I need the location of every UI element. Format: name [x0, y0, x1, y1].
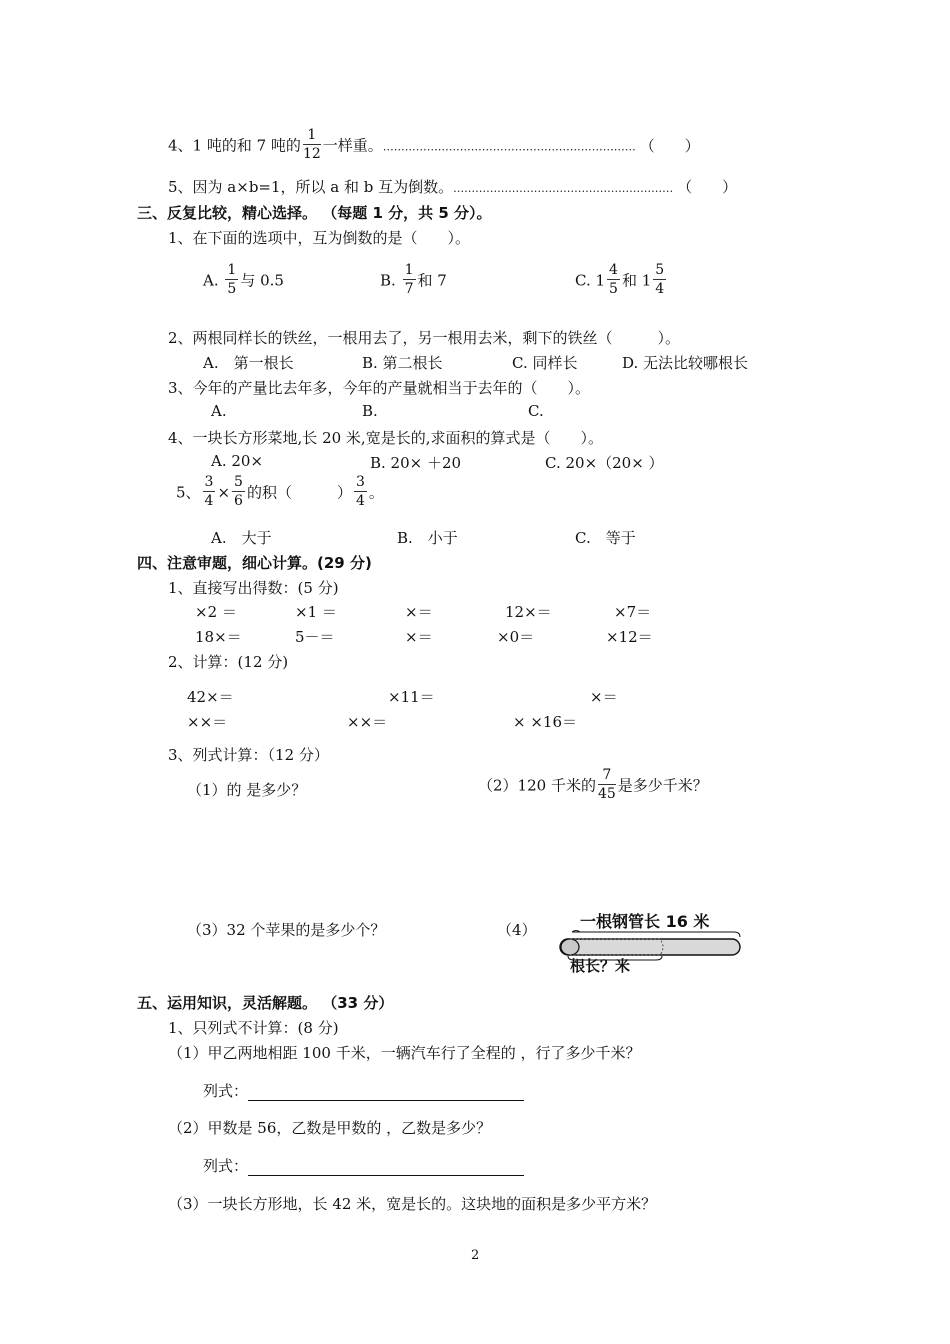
calc-item: 12×＝: [505, 603, 552, 621]
leader-dots: ……………………………………………………: [453, 182, 674, 195]
answer-line[interactable]: [248, 1161, 524, 1176]
s4-q3-part4: （4）: [497, 921, 537, 939]
calc-item: ××＝: [347, 713, 388, 731]
brace-top: [572, 932, 740, 937]
s3-q2-option-a[interactable]: A. 第一根长: [203, 354, 294, 372]
s3-q4-option-c[interactable]: C. 20×（20× ）: [545, 454, 664, 472]
tf-question-5: 5、因为 a×b=1，所以 a 和 b 互为倒数。…………………………………………………… （ ）: [168, 178, 738, 196]
s3-q1-option-b[interactable]: B. $\frac{1}{7}$ 和 7: [380, 262, 447, 297]
calc-item: 18×＝: [195, 628, 242, 646]
s3-q2-option-b[interactable]: B. 第二根长: [362, 354, 443, 372]
calc-item: ×1 ＝: [295, 603, 337, 621]
pipe-length-label: 一根钢管长 16 米: [580, 912, 710, 931]
s3-question-3: 3、今年的产量比去年多，今年的产量就相当于去年的（ ）。: [168, 379, 591, 397]
s3-q2-option-d[interactable]: D. 无法比较哪根长: [622, 354, 749, 372]
page-number: 2: [471, 1248, 480, 1263]
s4-q1-title: 1、直接写出得数：(5 分): [168, 579, 339, 597]
section-3-heading: 三、反复比较，精心选择。 （每题 1 分，共 5 分）。: [137, 204, 492, 222]
s3-question-5: 5、 $\frac{3}{4}$ × $\frac{5}{6}$ 的积（ ） $\frac{3}{4}$ 。: [176, 474, 384, 509]
answer-line[interactable]: [248, 1086, 524, 1101]
s5-q1-title: 1、只列式不计算：(8 分): [168, 1019, 339, 1037]
pipe-part-label: 根长？米: [570, 957, 631, 975]
formula-row-2: 列式：: [203, 1155, 524, 1176]
s3-q5-option-b[interactable]: B. 小于: [397, 529, 458, 547]
s4-q3-title: 3、列式计算：（12 分）: [168, 746, 329, 764]
s3-q3-option-b[interactable]: B.: [362, 402, 378, 420]
fraction: $\frac{1}{7}$: [404, 262, 414, 297]
s3-q2-option-c[interactable]: C. 同样长: [512, 354, 578, 372]
calc-item: ××＝: [187, 713, 228, 731]
fraction: $\frac{7}{45}$: [597, 767, 616, 802]
calc-item: ×12＝: [606, 628, 653, 646]
calc-item: 5－＝: [295, 628, 335, 646]
s4-q2-title: 2、计算：(12 分): [168, 653, 289, 671]
s3-q1-option-a[interactable]: A. $\frac{1}{5}$ 与 0.5: [203, 262, 284, 297]
tf-q4-text: 4、1 吨的和 7 吨的: [168, 136, 301, 155]
s3-q4-option-a[interactable]: A. 20×: [211, 452, 264, 470]
calc-item: 42×＝: [187, 688, 234, 706]
calc-item: ×0＝: [497, 628, 535, 646]
s3-question-4: 4、一块长方形菜地,长 20 米,宽是长的,求面积的算式是（ ）。: [168, 429, 603, 447]
calc-item: ×＝: [405, 628, 433, 646]
calc-item: × ×16＝: [513, 713, 577, 731]
pipe-body: [560, 939, 740, 955]
fraction: $\frac{5}{6}$: [234, 474, 243, 509]
s3-q3-option-a[interactable]: A.: [211, 402, 227, 420]
calc-item: ×2 ＝: [195, 603, 237, 621]
s3-question-2: 2、两根同样长的铁丝，一根用去了，另一根用去米，剩下的铁丝（ ）。: [168, 329, 681, 347]
s5-q1-part2: （2）甲数是 56，乙数是甲数的 ，乙数是多少？: [168, 1119, 492, 1137]
s3-question-1: 1、在下面的选项中，互为倒数的是（ ）。: [168, 229, 471, 247]
fraction: $\frac{1}{12}$: [302, 127, 321, 162]
leader-dots: ……………………………………………………………: [382, 140, 636, 154]
calc-item: ×11＝: [388, 688, 435, 706]
s3-q4-option-b[interactable]: B. 20× ＋20: [370, 454, 462, 472]
s5-q1-part3: （3）一块长方形地，长 42 米，宽是长的。这块地的面积是多少平方米？: [168, 1195, 657, 1213]
answer-paren[interactable]: （ ）: [639, 136, 700, 155]
s3-q5-option-a[interactable]: A. 大于: [211, 529, 272, 547]
answer-paren[interactable]: （ ）: [677, 178, 738, 196]
pipe-end: [561, 939, 579, 955]
section-4-heading: 四、注意审题，细心计算。(29 分): [137, 554, 372, 572]
fraction: $\frac{3}{4}$: [355, 474, 365, 509]
fraction: $\frac{4}{5}$: [609, 262, 618, 297]
s5-q1-part1: （1）甲乙两地相距 100 千米，一辆汽车行了全程的 ，行了多少千米？: [168, 1044, 641, 1062]
calc-item: ×＝: [590, 688, 618, 706]
calc-item: ×7＝: [614, 603, 652, 621]
fraction: $\frac{1}{5}$: [227, 262, 237, 297]
s3-q3-option-c[interactable]: C.: [528, 402, 544, 420]
calc-item: ×＝: [405, 603, 433, 621]
fraction: $\frac{5}{4}$: [655, 262, 665, 297]
fraction: $\frac{3}{4}$: [204, 474, 214, 509]
formula-row-1: 列式：: [203, 1080, 524, 1101]
s3-q1-option-c[interactable]: C. 1 $\frac{4}{5}$ 和 1 $\frac{5}{4}$: [575, 262, 665, 297]
s4-q3-part2: （2）120 千米的 $\frac{7}{45}$ 是多少千米？: [478, 767, 708, 802]
s4-q3-part1: （1）的 是多少？: [187, 781, 307, 799]
s4-q3-part3: （3）32 个苹果的是多少个？: [187, 921, 386, 939]
s3-q5-option-c[interactable]: C. 等于: [575, 529, 636, 547]
section-5-heading: 五、运用知识，灵活解题。 （33 分）: [137, 994, 394, 1012]
tf-question-4: 4、1 吨的和 7 吨的 $\frac{1}{12}$ 一样重。…………………………………………………………… （ ）: [168, 127, 700, 162]
